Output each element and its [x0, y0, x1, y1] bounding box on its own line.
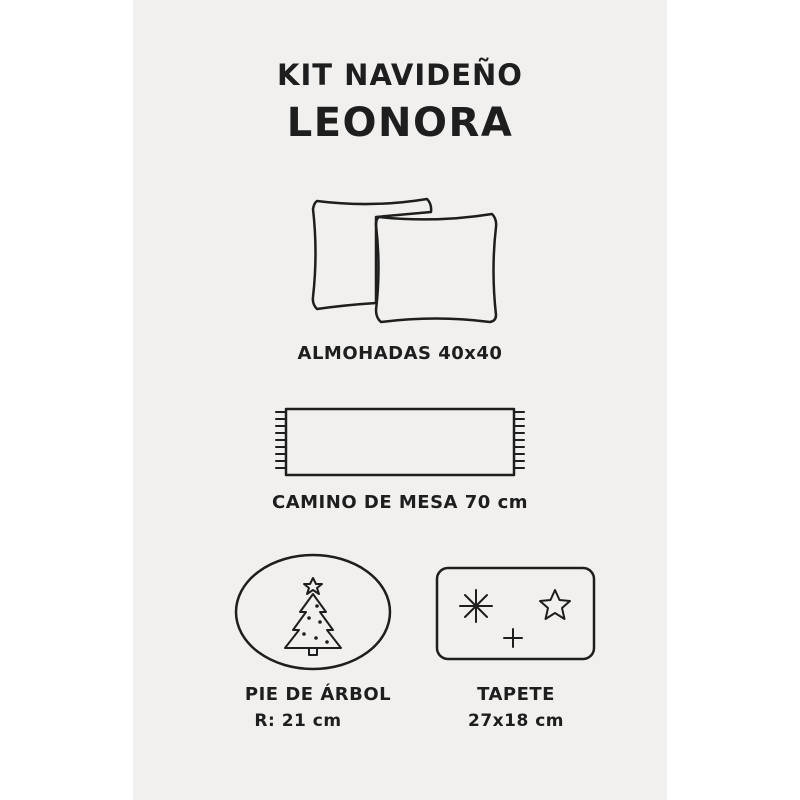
kit-title: KIT NAVIDEÑO — [277, 58, 523, 92]
pillows-icon — [313, 199, 496, 322]
placemat-label: TAPETE — [477, 684, 555, 705]
pillows-label: ALMOHADAS 40x40 — [297, 343, 503, 364]
tree-skirt-label: PIE DE ÁRBOL — [244, 684, 392, 705]
kit-name: LEONORA — [286, 100, 514, 146]
placemat-size: 27x18 cm — [468, 711, 564, 731]
placemat-icon — [437, 568, 594, 659]
tree-skirt-size: R: 21 cm — [254, 711, 342, 731]
tree-skirt-icon — [236, 555, 390, 669]
table-runner-label: CAMINO DE MESA 70 cm — [272, 492, 528, 513]
table-runner-icon — [276, 409, 524, 475]
